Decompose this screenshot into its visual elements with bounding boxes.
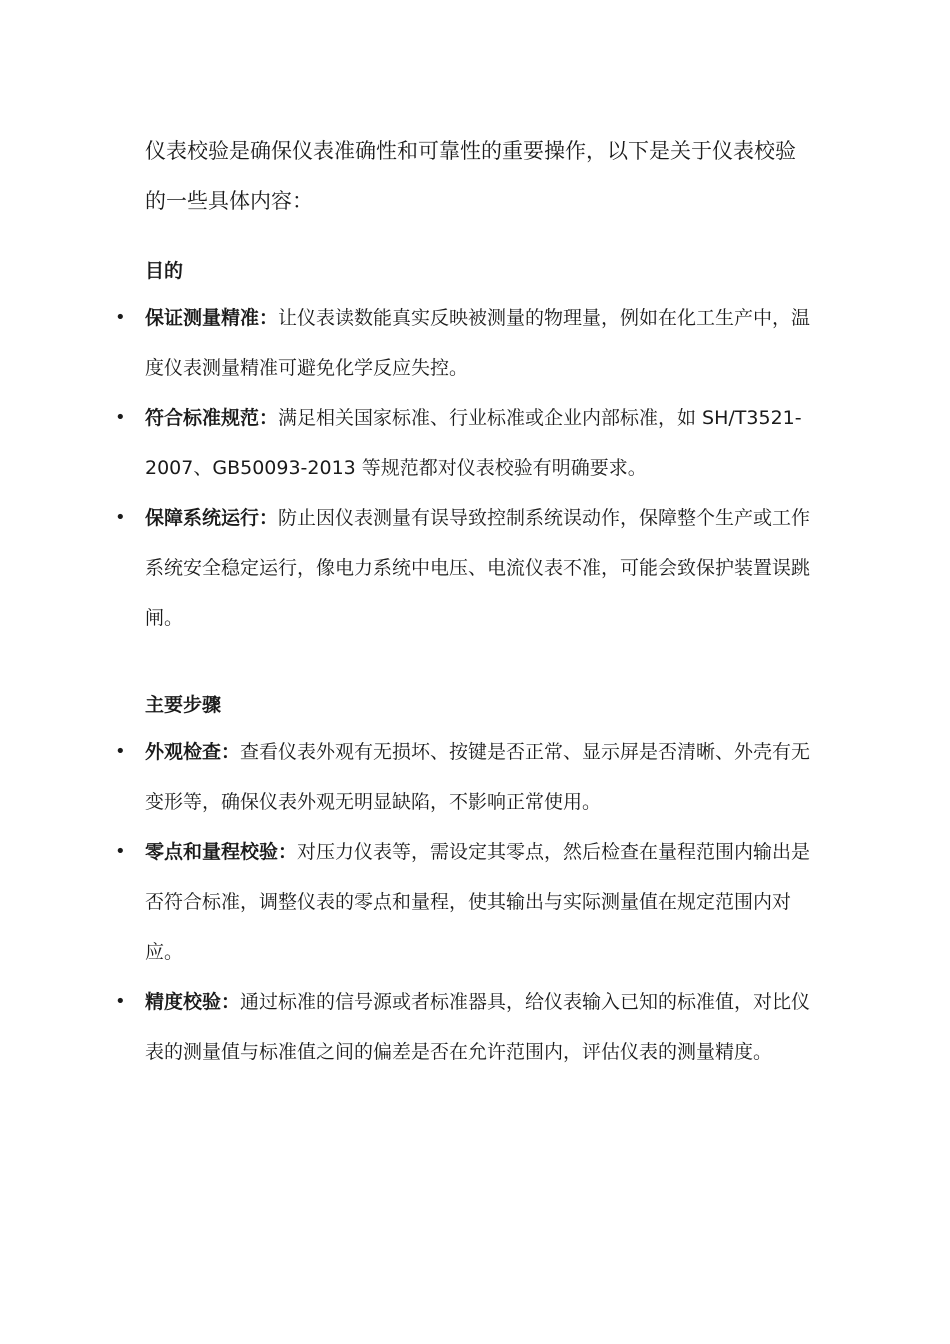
list-item (115, 493, 813, 643)
list-item (115, 293, 813, 393)
section-title-steps: 主要步骤 (145, 694, 222, 716)
item-description: 查看仪表外观有无损坏、按键是否正常、显示屏是否清晰、外壳有无变形等，确保仪表外观无明显缺陷，不影响正常使用。 (145, 741, 811, 813)
item-description: 防止因仪表测量有误导致控制系统误动作，保障整个生产或工作系统安全稳定运行，像电力系统中电压、电流仪表不准，可能会致保护装置误跳闸。 (145, 507, 811, 629)
document-content (115, 126, 813, 1077)
item-description: 满足相关国家标准、行业标准或企业内部标准，如 SH/T3521-2007、GB50093-2013 等规范都对仪表校验有明确要求。 (145, 407, 802, 479)
item-term: 符合标准规范： (145, 407, 279, 429)
list-item (115, 827, 813, 977)
item-term: 精度校验： (145, 991, 241, 1013)
bullet-icon: • (115, 307, 126, 328)
item-description: 对压力仪表等，需设定其零点，然后检查在量程范围内输出是否符合标准，调整仪表的零点和量程，使其输出与实际测量值在规定范围内对应。 (145, 841, 811, 963)
bullet-icon: • (115, 407, 126, 428)
item-description: 让仪表读数能真实反映被测量的物理量，例如在化工生产中，温度仪表测量精准可避免化学反应失控。 (145, 307, 811, 379)
bullet-icon: • (115, 741, 126, 762)
list-item (115, 977, 813, 1077)
bullet-icon: • (115, 841, 126, 862)
item-term: 保障系统运行： (145, 507, 279, 529)
list-item (115, 727, 813, 827)
item-description: 通过标准的信号源或者标准器具，给仪表输入已知的标准值，对比仪表的测量值与标准值之间的偏差是否在允许范围内，评估仪表的测量精度。 (145, 991, 811, 1063)
bullet-icon: • (115, 507, 126, 528)
item-term: 外观检查： (145, 741, 241, 763)
item-term: 零点和量程校验： (145, 841, 298, 863)
purpose-list (115, 293, 813, 643)
list-item (115, 393, 813, 493)
item-term: 保证测量精准： (145, 307, 279, 329)
steps-list (115, 727, 813, 1077)
section-title-purpose: 目的 (145, 260, 184, 282)
bullet-icon: • (115, 991, 126, 1012)
intro-paragraph: 仪表校验是确保仪表准确性和可靠性的重要操作，以下是关于仪表校验的一些具体内容： (145, 139, 796, 213)
